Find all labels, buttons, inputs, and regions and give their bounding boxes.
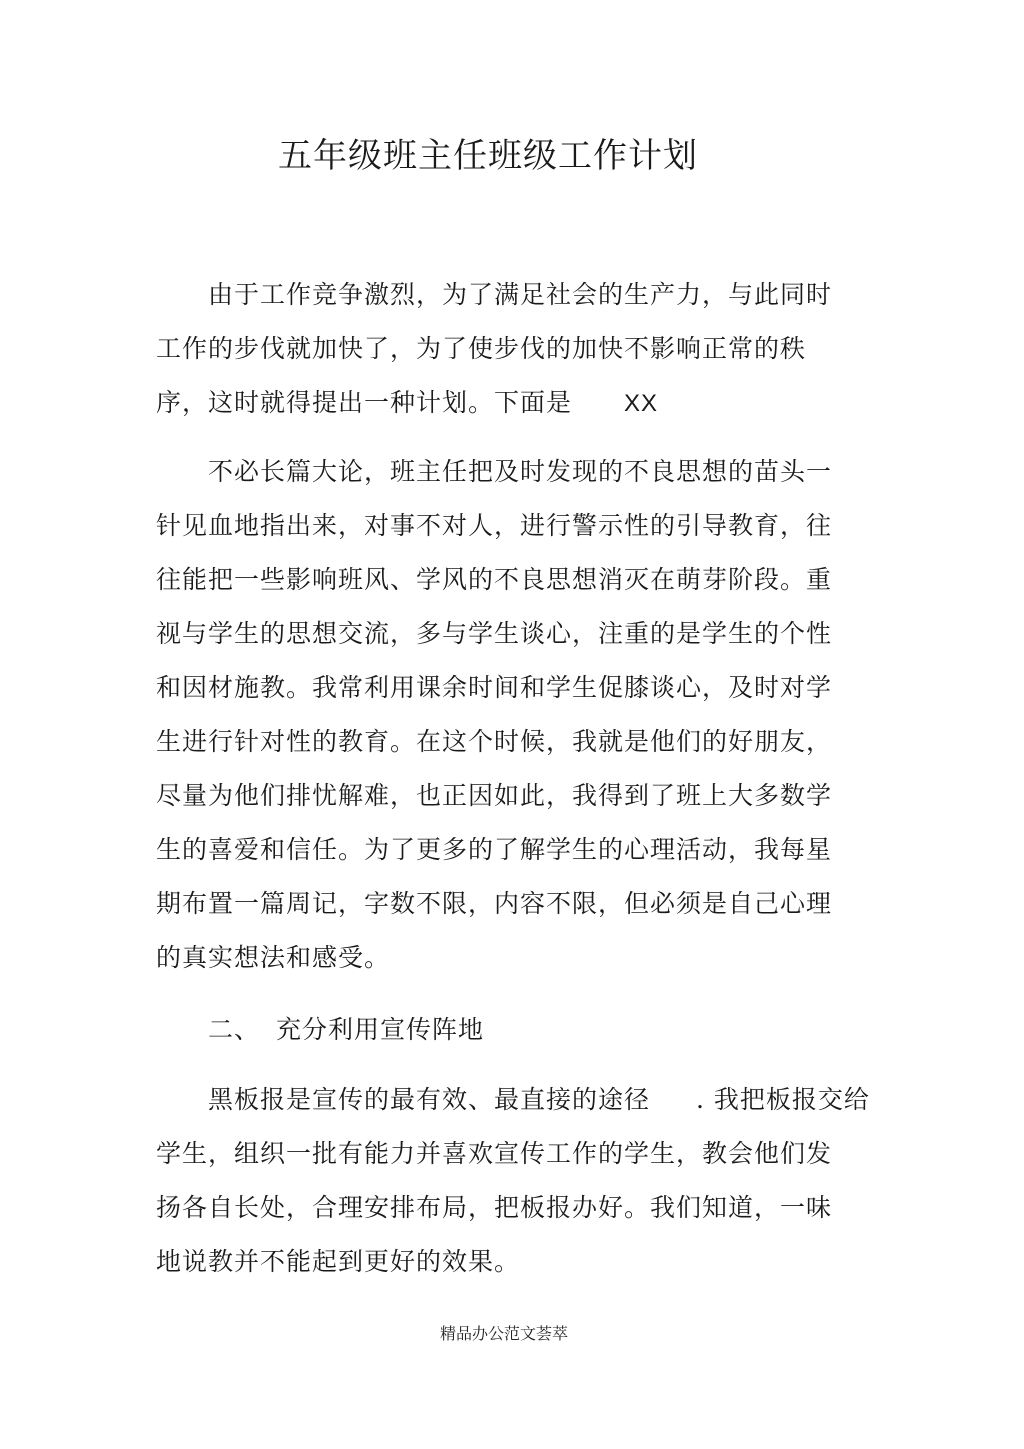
section2-heading: [208, 1012, 484, 1048]
paragraph2-line-3: 扬各自长处，合理安排布局，把板报办好。我们知道，一味: [156, 1193, 833, 1222]
intro-line-2: 工作的步伐就加快了，为了使步伐的加快不影响正常的秩: [156, 334, 807, 363]
paragraph2-line-4: 地说教并不能起到更好的效果。: [156, 1247, 521, 1276]
paragraph2-line-1: [208, 1082, 870, 1118]
intro-line-3-text: 序，这时就得提出一种计划。下面是: [156, 388, 573, 417]
section2-number: 二、: [208, 1015, 261, 1044]
paragraph1-line-9: 期布置一篇周记，字数不限，内容不限，但必须是自己心理: [156, 889, 833, 918]
intro-line-3: [156, 385, 658, 422]
paragraph1-line-1: 不必长篇大论，班主任把及时发现的不良思想的苗头一: [208, 457, 833, 486]
document-title: 五年级班主任班级工作计划: [278, 136, 698, 176]
paragraph1-line-3: 往能把一些影响班风、学风的不良思想消灭在萌芽阶段。重: [156, 565, 833, 594]
paragraph1-line-4: 视与学生的思想交流，多与学生谈心，注重的是学生的个性: [156, 619, 833, 648]
paragraph1-line-2: 针见血地指出来，对事不对人，进行警示性的引导教育，往: [156, 511, 833, 540]
section2-heading-text: 充分利用宣传阵地: [276, 1015, 485, 1044]
paragraph2-line-2: 学生，组织一批有能力并喜欢宣传工作的学生，教会他们发: [156, 1139, 833, 1168]
page-footer: 精品办公范文荟萃: [439, 1324, 568, 1343]
intro-line-1: 由于工作竞争激烈，为了满足社会的生产力，与此同时: [208, 280, 833, 309]
paragraph1-line-5: 和因材施教。我常利用课余时间和学生促膝谈心，及时对学: [156, 673, 833, 702]
paragraph1-line-6: 生进行针对性的教育。在这个时候，我就是他们的好朋友，: [156, 727, 833, 756]
paragraph2-line-1-tail: . 我把板报交给: [696, 1085, 870, 1114]
paragraph2-line-1-head: 黑板报是宣传的最有效、最直接的途径: [208, 1085, 651, 1114]
paragraph1-line-8: 生的喜爱和信任。为了更多的了解学生的心理活动，我每星: [156, 835, 833, 864]
paragraph1-line-10: 的真实想法和感受。: [156, 943, 391, 972]
intro-placeholder-xx: XX: [624, 390, 659, 417]
paragraph1-line-7: 尽量为他们排忧解难，也正因如此，我得到了班上大多数学: [156, 781, 833, 810]
